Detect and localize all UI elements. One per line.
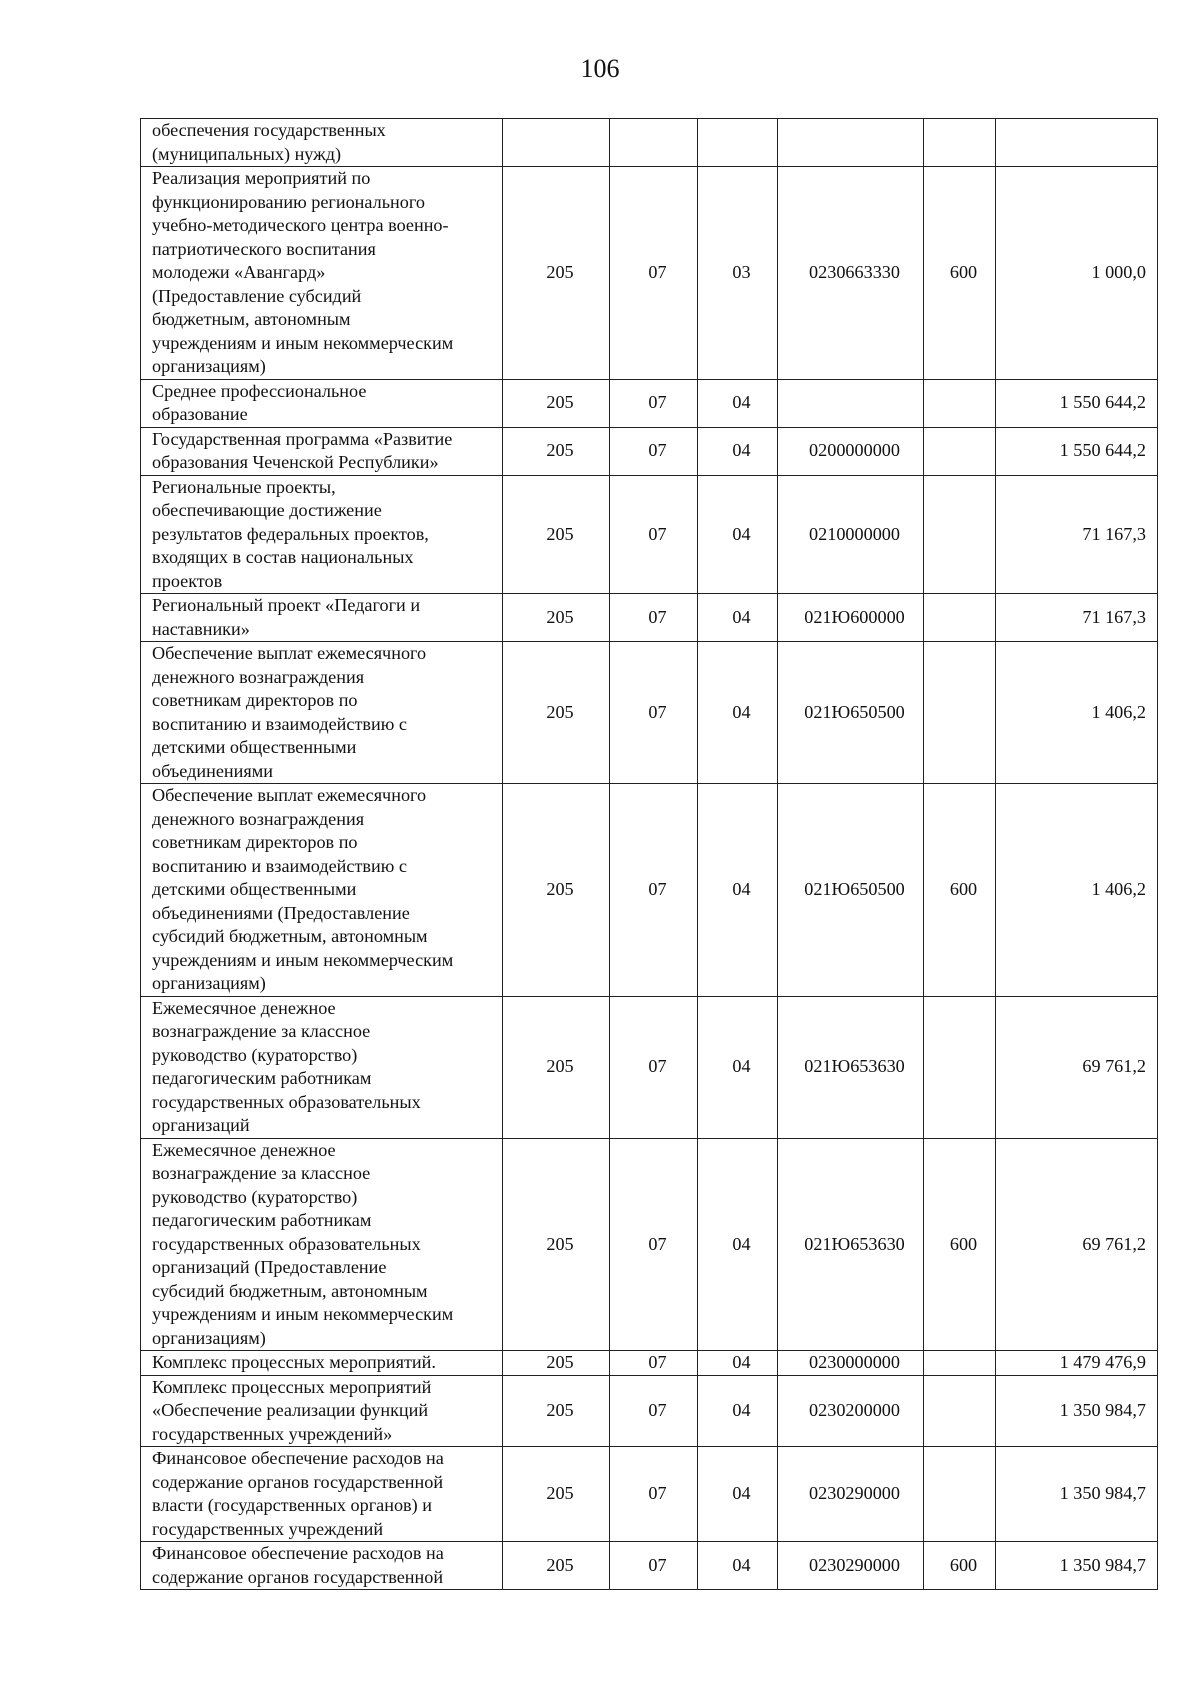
table-row [141,1375,1158,1447]
table-row [141,642,1158,784]
subsection-code-cell: 04 [698,475,778,594]
subsection-code-cell: 04 [698,1351,778,1376]
target-article-cell: 0230000000 [778,1351,924,1376]
subsection-code-cell: 03 [698,167,778,380]
target-article-cell: 0230290000 [778,1447,924,1542]
expense-type-cell [924,1447,996,1542]
table-row [141,1351,1158,1376]
section-code-cell [610,119,698,167]
section-code-cell: 07 [610,427,698,475]
amount-cell: 1 479 476,9 [996,1351,1158,1376]
section-code-cell: 07 [610,167,698,380]
ministry-code-cell: 205 [503,1351,610,1376]
amount-cell [996,119,1158,167]
expense-type-cell [924,119,996,167]
description-cell: Региональный проект «Педагоги и наставники» [141,594,503,642]
section-code-cell: 07 [610,379,698,427]
section-code-cell: 07 [610,1138,698,1351]
ministry-code-cell: 205 [503,1447,610,1542]
table-row [141,1542,1158,1590]
subsection-code-cell: 04 [698,1542,778,1590]
ministry-code-cell: 205 [503,475,610,594]
target-article-cell: 021Ю650500 [778,642,924,784]
amount-cell: 71 167,3 [996,594,1158,642]
expense-type-cell [924,1351,996,1376]
table-row [141,167,1158,380]
target-article-cell: 0200000000 [778,427,924,475]
table-row [141,427,1158,475]
page-number: 106 [580,54,620,83]
description-cell: Ежемесячное денежное вознаграждение за классное руководство (кураторство) педагогическим работникам государственных образовательных организаций [141,996,503,1138]
description-cell: Обеспечение выплат ежемесячного денежного вознаграждения советникам директоров по воспитанию и взаимодействию с детскими общественными объединениями (Предоставление субсидий бюджетным, автономным учреждениям и иным некоммерческим организациям) [141,784,503,997]
target-article-cell: 0210000000 [778,475,924,594]
amount-cell: 1 350 984,7 [996,1447,1158,1542]
table-row [141,784,1158,997]
subsection-code-cell: 04 [698,1447,778,1542]
description-cell: Среднее профессиональное образование [141,379,503,427]
amount-cell: 1 000,0 [996,167,1158,380]
section-code-cell: 07 [610,594,698,642]
amount-cell: 1 406,2 [996,642,1158,784]
target-article-cell: 021Ю653630 [778,1138,924,1351]
ministry-code-cell: 205 [503,167,610,380]
description-cell: Финансовое обеспечение расходов на содержание органов государственной власти (государственных органов) и государственных учреждений [141,1447,503,1542]
table-row [141,594,1158,642]
description-cell: обеспечения государственных (муниципальных) нужд) [141,119,503,167]
ministry-code-cell [503,119,610,167]
expense-type-cell: 600 [924,1138,996,1351]
amount-cell: 1 550 644,2 [996,427,1158,475]
table-row [141,1447,1158,1542]
ministry-code-cell: 205 [503,1138,610,1351]
section-code-cell: 07 [610,1375,698,1447]
target-article-cell [778,119,924,167]
description-cell: Комплекс процессных мероприятий «Обеспечение реализации функций государственных учреждений» [141,1375,503,1447]
ministry-code-cell: 205 [503,427,610,475]
ministry-code-cell: 205 [503,1375,610,1447]
subsection-code-cell: 04 [698,784,778,997]
expense-type-cell [924,427,996,475]
ministry-code-cell: 205 [503,784,610,997]
expense-type-cell: 600 [924,1542,996,1590]
description-cell: Региональные проекты, обеспечивающие достижение результатов федеральных проектов, входящих в состав национальных проектов [141,475,503,594]
amount-cell: 1 350 984,7 [996,1542,1158,1590]
subsection-code-cell: 04 [698,379,778,427]
expense-type-cell [924,996,996,1138]
ministry-code-cell: 205 [503,594,610,642]
ministry-code-cell: 205 [503,379,610,427]
table-row [141,1138,1158,1351]
subsection-code-cell: 04 [698,427,778,475]
expense-type-cell: 600 [924,784,996,997]
subsection-code-cell: 04 [698,642,778,784]
expense-type-cell: 600 [924,167,996,380]
table-row [141,996,1158,1138]
amount-cell: 1 406,2 [996,784,1158,997]
section-code-cell: 07 [610,784,698,997]
subsection-code-cell: 04 [698,1138,778,1351]
table-row [141,379,1158,427]
target-article-cell: 021Ю653630 [778,996,924,1138]
budget-table [140,118,1158,1590]
target-article-cell: 0230663330 [778,167,924,380]
table-row [141,119,1158,167]
description-cell: Государственная программа «Развитие образования Чеченской Республики» [141,427,503,475]
amount-cell: 71 167,3 [996,475,1158,594]
description-cell: Комплекс процессных мероприятий. [141,1351,503,1376]
ministry-code-cell: 205 [503,642,610,784]
budget-table-body [141,119,1158,1590]
amount-cell: 69 761,2 [996,996,1158,1138]
amount-cell: 69 761,2 [996,1138,1158,1351]
expense-type-cell [924,1375,996,1447]
target-article-cell: 021Ю650500 [778,784,924,997]
target-article-cell: 0230290000 [778,1542,924,1590]
section-code-cell: 07 [610,475,698,594]
subsection-code-cell [698,119,778,167]
expense-type-cell [924,475,996,594]
target-article-cell: 021Ю600000 [778,594,924,642]
target-article-cell: 0230200000 [778,1375,924,1447]
amount-cell: 1 350 984,7 [996,1375,1158,1447]
section-code-cell: 07 [610,1447,698,1542]
subsection-code-cell: 04 [698,1375,778,1447]
subsection-code-cell: 04 [698,996,778,1138]
subsection-code-cell: 04 [698,594,778,642]
description-cell: Реализация мероприятий по функционированию регионального учебно-методического центра военно- патриотического воспитания молодежи «Авангард» (Предоставление субсидий бюджетным, автономным учреждениям и иным некоммерческим организациям) [141,167,503,380]
description-cell: Ежемесячное денежное вознаграждение за классное руководство (кураторство) педагогическим работникам государственных образовательных организаций (Предоставление субсидий бюджетным, автономным учреждениям и иным некоммерческим организациям) [141,1138,503,1351]
expense-type-cell [924,642,996,784]
section-code-cell: 07 [610,1542,698,1590]
target-article-cell [778,379,924,427]
ministry-code-cell: 205 [503,996,610,1138]
section-code-cell: 07 [610,996,698,1138]
section-code-cell: 07 [610,1351,698,1376]
table-row [141,475,1158,594]
amount-cell: 1 550 644,2 [996,379,1158,427]
section-code-cell: 07 [610,642,698,784]
description-cell: Финансовое обеспечение расходов на содержание органов государственной [141,1542,503,1590]
description-cell: Обеспечение выплат ежемесячного денежного вознаграждения советникам директоров по воспитанию и взаимодействию с детскими общественными объединениями [141,642,503,784]
expense-type-cell [924,379,996,427]
expense-type-cell [924,594,996,642]
ministry-code-cell: 205 [503,1542,610,1590]
